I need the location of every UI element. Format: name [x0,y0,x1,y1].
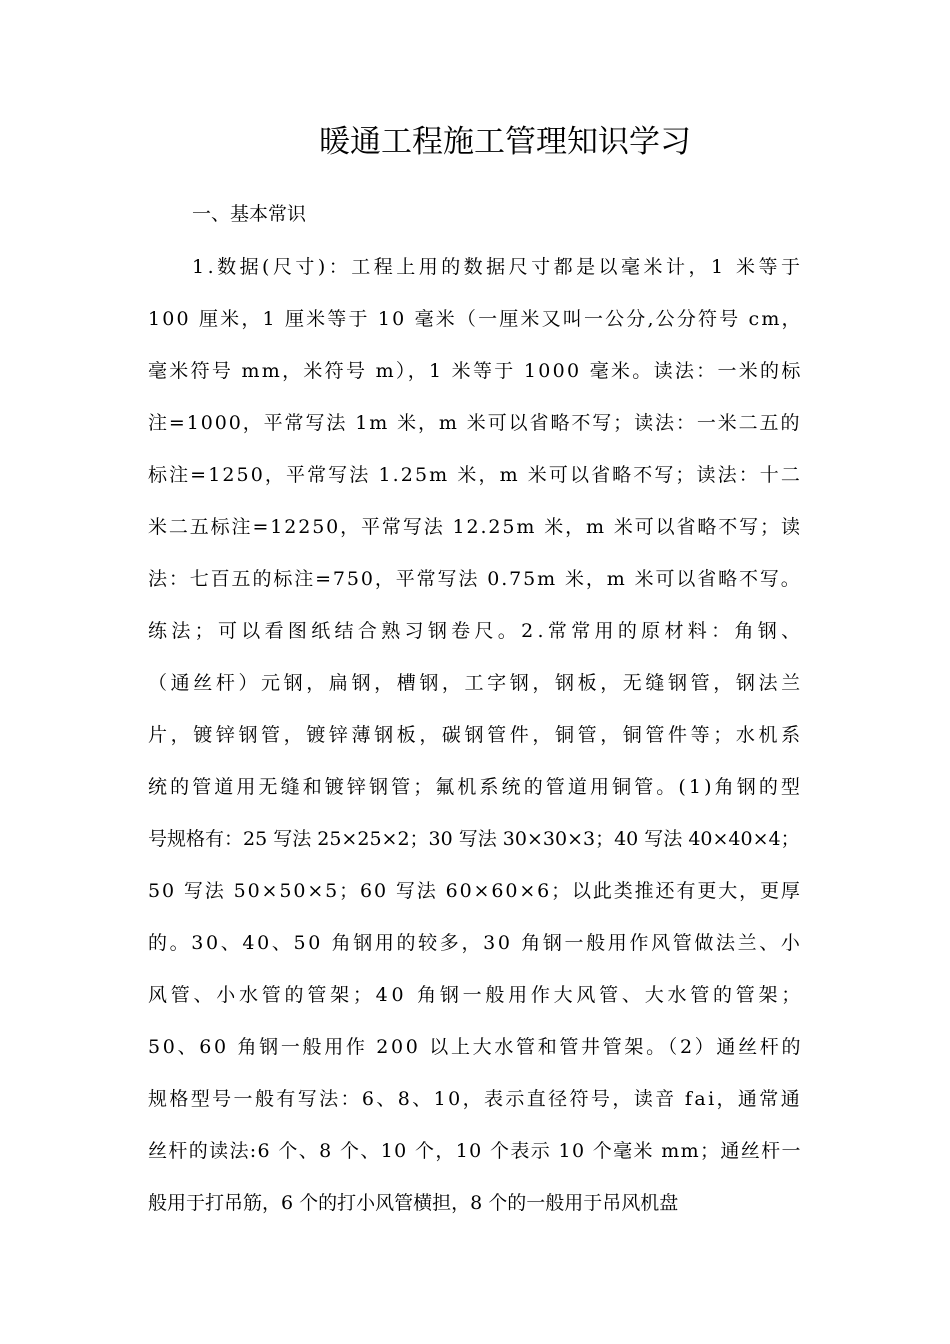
body-line: 标注=1250，平常写法 1.25m 米，m 米可以省略不写；读法：十二 [148,464,802,486]
body-line: 1.数据(尺寸)：工程上用的数据尺寸都是以毫米计，1 米等于 [192,256,804,278]
body-line: 号规格有：25 写法 25×25×2；30 写法 30×30×3；40 写法 40×40×4； [148,828,800,850]
body-line: 片，镀锌钢管，镀锌薄钢板，碳钢管件，铜管，铜管件等；水机系 [148,724,804,746]
body-line: 50、60 角钢一般用作 200 以上大水管和管井管架。（2）通丝杆的 [148,1036,804,1058]
body-line: （通丝杆）元钢，扁钢，槽钢，工字钢，钢板，无缝钢管，钢法兰 [148,672,804,694]
document-title: 暖通工程施工管理知识学习 [319,124,691,160]
body-line: 统的管道用无缝和镀锌钢管；氟机系统的管道用铜管。(1)角钢的型 [148,776,804,798]
body-line: 丝杆的读法:6 个、8 个、10 个，10 个表示 10 个毫米 mm；通丝杆一 [148,1140,802,1162]
body-line: 练法；可以看图纸结合熟习钢卷尺。2.常常用的原材料：角钢、 [148,620,805,642]
body-line: 50 写法 50×50×5；60 写法 60×60×6；以此类推还有更大，更厚 [148,880,802,902]
body-line: 100 厘米，1 厘米等于 10 毫米（一厘米又叫一公分,公分符号 cm， [148,308,803,330]
section-heading: 一、基本常识 [192,203,307,225]
body-line: 注=1000，平常写法 1m 米，m 米可以省略不写；读法：一米二五的 [148,412,802,434]
body-line: 的。30、40、50 角钢用的较多，30 角钢一般用作风管做法兰、小 [148,932,803,954]
body-line: 米二五标注=12250，平常写法 12.25m 米，m 米可以省略不写；读 [148,516,802,538]
body-line: 规格型号一般有写法：6、8、10，表示直径符号，读音 fai，通常通 [148,1088,803,1110]
body-line: 般用于打吊筋，6 个的打小风管横担，8 个的一般用于吊风机盘 [148,1192,679,1214]
body-line: 毫米符号 mm，米符号 m），1 米等于 1000 毫米。读法：一米的标 [148,360,803,382]
body-line: 法：七百五的标注=750，平常写法 0.75m 米，m 米可以省略不写。 [148,568,802,590]
body-line: 风管、小水管的管架；40 角钢一般用作大风管、大水管的管架； [148,984,805,1006]
